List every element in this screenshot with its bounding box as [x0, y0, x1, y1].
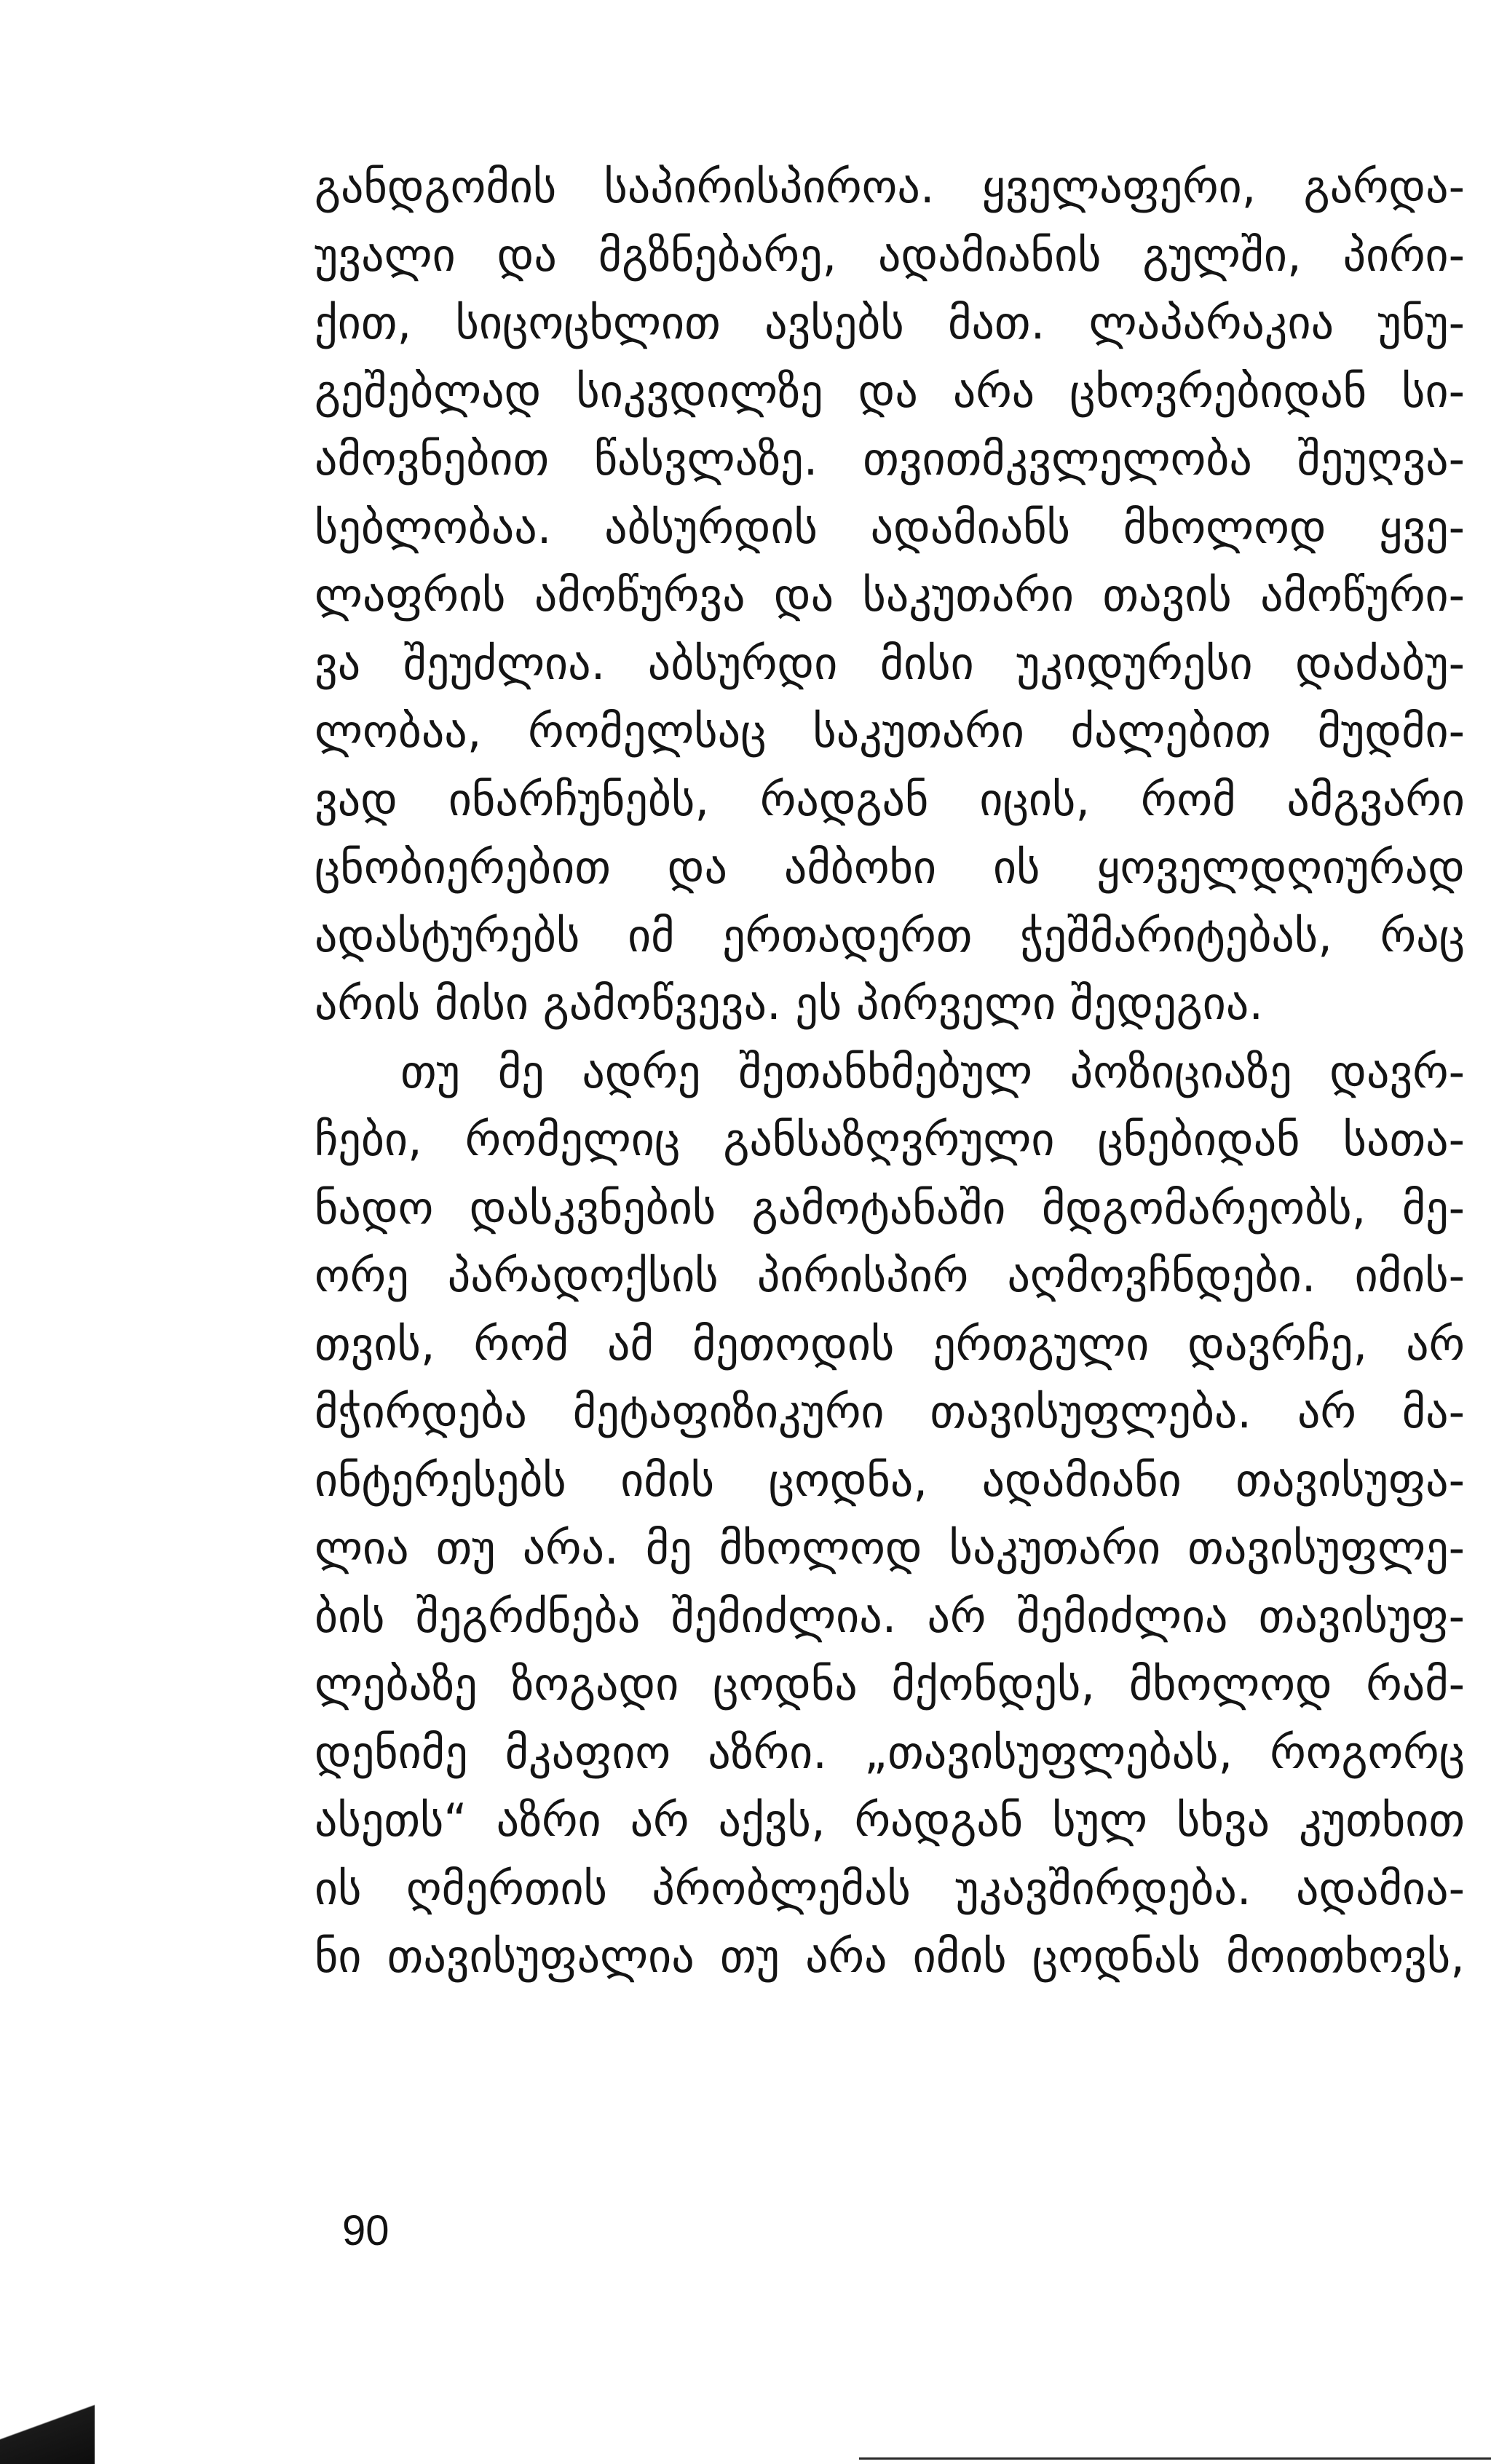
- text-line: ადასტურებს იმ ერთადერთ ჭეშმარიტებას, რაც: [315, 908, 1465, 962]
- text-line: ორე პარადოქსის პირისპირ აღმოვჩნდები. იმის-: [315, 1249, 1465, 1302]
- text-line: ინტერესებს იმის ცოდნა, ადამიანი თავისუფა-: [315, 1453, 1465, 1507]
- text-line: არის მისი გამოწვევა. ეს პირველი შედეგია.: [315, 977, 1264, 1030]
- text-line: ლია თუ არა. მე მხოლოდ საკუთარი თავისუფლე-: [315, 1521, 1465, 1574]
- text-line: ლაფრის ამოწურვა და საკუთარი თავის ამოწური-: [315, 569, 1465, 622]
- text-line: ასეთს“ აზრი არ აქვს, რადგან სულ სხვა კუთხით: [315, 1794, 1465, 1847]
- text-line: სებლობაა. აბსურდის ადამიანს მხოლოდ ყვე-: [315, 500, 1465, 554]
- text-line: ბის შეგრძნება შემიძლია. არ შემიძლია თავისუფ-: [315, 1589, 1465, 1643]
- text-line: ჩები, რომელიც განსაზღვრული ცნებიდან სათა-: [315, 1113, 1465, 1166]
- text-line: ლებაზე ზოგადი ცოდნა მქონდეს, მხოლოდ რამ-: [315, 1657, 1465, 1711]
- scan-shadow: [0, 2366, 95, 2464]
- text-line: მჭირდება მეტაფიზიკური თავისუფლება. არ მა-: [315, 1385, 1465, 1438]
- text-line: ცნობიერებით და ამბოხი ის ყოველდღიურად: [315, 841, 1465, 894]
- text-line: ნი თავისუფალია თუ არა იმის ცოდნას მოითხოვს,: [315, 1930, 1465, 1983]
- text-line: ის ღმერთის პრობლემას უკავშირდება. ადამია-: [315, 1861, 1465, 1915]
- text-line: გეშებლად სიკვდილზე და არა ცხოვრებიდან სი-: [315, 364, 1465, 418]
- text-line: უვალი და მგზნებარე, ადამიანის გულში, პირი-: [315, 228, 1465, 282]
- text-line: თუ მე ადრე შეთანხმებულ პოზიციაზე დავრ-: [400, 1045, 1465, 1098]
- text-line: განდგომის საპირისპიროა. ყველაფერი, გარდა-: [315, 160, 1465, 213]
- text-line: ვა შეუძლია. აბსურდი მისი უკიდურესი დაძაბუ-: [315, 636, 1465, 690]
- page-number: 90: [342, 2207, 389, 2254]
- text-line: დენიმე მკაფიო აზრი. „თავისუფლებას, როგორც: [315, 1725, 1465, 1779]
- page-edge-line: [859, 2457, 1491, 2460]
- text-line: ქით, სიცოცხლით ავსებს მათ. ლაპარაკია უნუ-: [315, 296, 1465, 349]
- body-text: [315, 153, 1465, 1991]
- text-line: ნადო დასკვნების გამოტანაში მდგომარეობს, მე-: [315, 1181, 1465, 1235]
- text-line: თვის, რომ ამ მეთოდის ერთგული დავრჩე, არ: [315, 1317, 1465, 1371]
- text-line: ლობაა, რომელსაც საკუთარი ძალებით მუდმი-: [315, 705, 1465, 758]
- text-line: ვად ინარჩუნებს, რადგან იცის, რომ ამგვარი: [315, 772, 1465, 826]
- text-line: ამოვნებით წასვლაზე. თვითმკვლელობა შეუღვა-: [315, 432, 1465, 486]
